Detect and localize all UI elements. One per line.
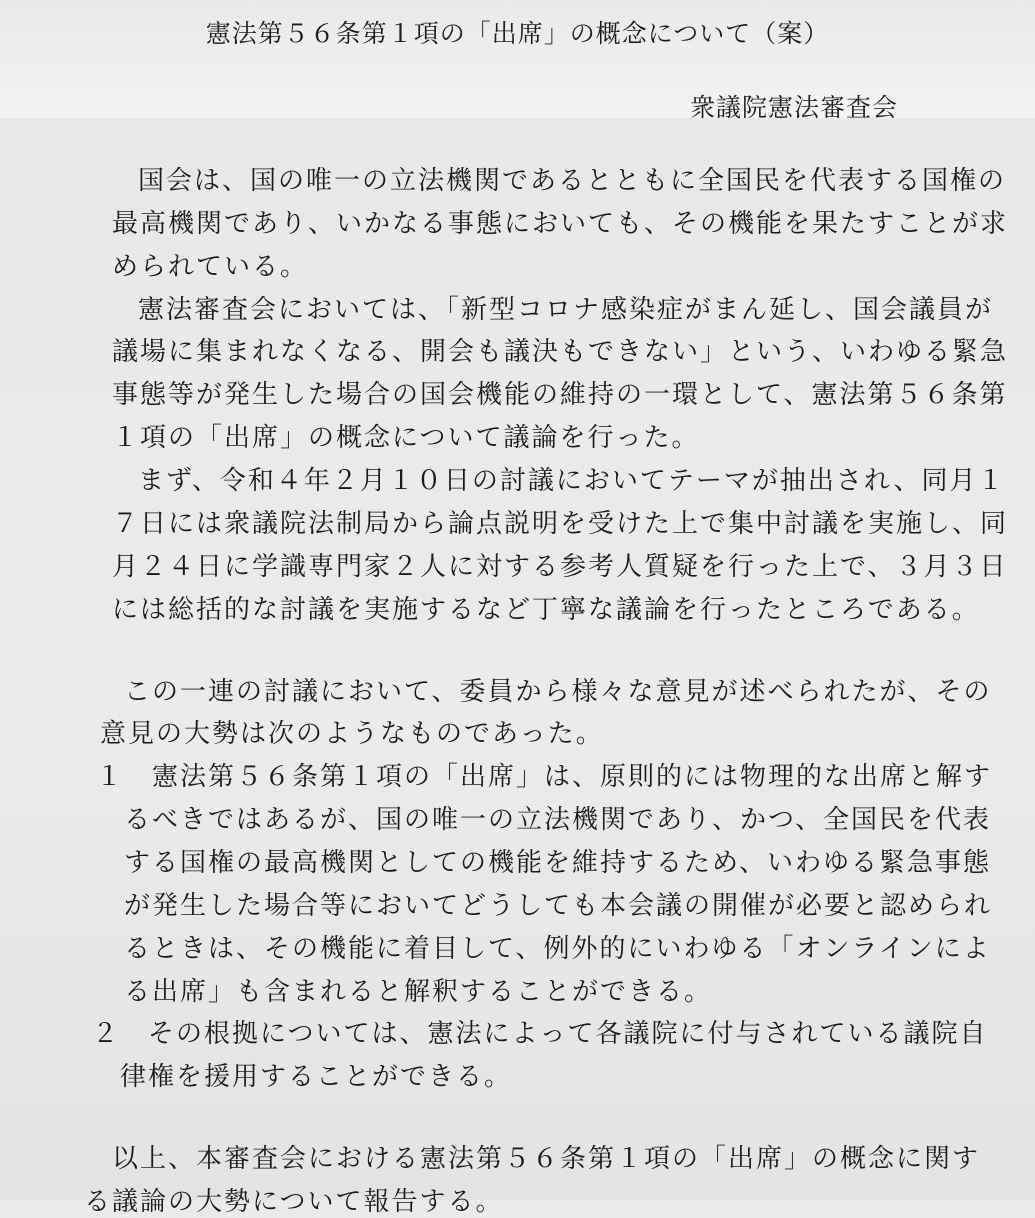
- body-line: まず、令和４年２月１０日の討議においてテーマが抽出され、同月１: [138, 466, 1006, 496]
- body-line: 月２４日に学識専門家２人に対する参考人質疑を行った上で、３月３日: [112, 552, 1008, 582]
- list-item-1-line: る出席」も含まれると解釈することができる。: [124, 977, 713, 1007]
- body-line: 議場に集まれなくなる、開会も議決もできない」という、いわゆる緊急: [112, 337, 1009, 367]
- list-item-1-line: する国権の最高機関としての機能を維持するため、いわゆる緊急事態: [124, 848, 991, 878]
- list-item-1-line: るときは、その機能に着目して、例外的にいわゆる「オンラインによ: [124, 934, 991, 964]
- body-line: 国会は、国の唯一の立法機関であるとともに全国民を代表する国権の: [138, 166, 1007, 196]
- body-line: 最高機関であり、いかなる事態においても、その機能を果たすことが求: [112, 209, 1009, 239]
- list-item-1-line: るべきではあるが、国の唯一の立法機関であり、かつ、全国民を代表: [124, 805, 991, 835]
- list-item-1-line: １ 憲法第５６条第１項の「出席」は、原則的には物理的な出席と解す: [96, 762, 993, 792]
- document-author: 衆議院憲法審査会: [690, 93, 899, 122]
- list-item-2-line: 律権を援用することができる。: [120, 1062, 513, 1092]
- body-line: 事態等が発生した場合の国会機能の維持の一環として、憲法第５６条第: [112, 380, 1008, 410]
- closing-line: る議論の大勢について報告する。: [84, 1187, 504, 1217]
- body-line: この一連の討議において、委員から様々な意見が述べられたが、その: [124, 677, 992, 707]
- body-line: 憲法審査会においては、「新型コロナ感染症がまん延し、国会議員が: [138, 295, 994, 325]
- body-line: 意見の大勢は次のようなものであった。: [100, 719, 604, 749]
- document-title: 憲法第５６条第１項の「出席」の概念について（案）: [205, 19, 830, 48]
- body-line: には総括的な討議を実施するなど丁寧な議論を行ったところである。: [112, 595, 980, 625]
- closing-line: 以上、本審査会における憲法第５６条第１項の「出席」の概念に関す: [112, 1144, 981, 1174]
- body-line: められている。: [112, 252, 309, 282]
- list-item-2-line: ２ その根拠については、憲法によって各議院に付与されている議院自: [92, 1019, 988, 1049]
- list-item-1-line: が発生した場合等においてどうしても本会議の開催が必要と認められ: [124, 891, 993, 921]
- body-line: ７日には衆議院法制局から論点説明を受けた上で集中討議を実施し、同: [112, 509, 1009, 539]
- body-line: １項の「出席」の概念について議論を行った。: [112, 423, 700, 453]
